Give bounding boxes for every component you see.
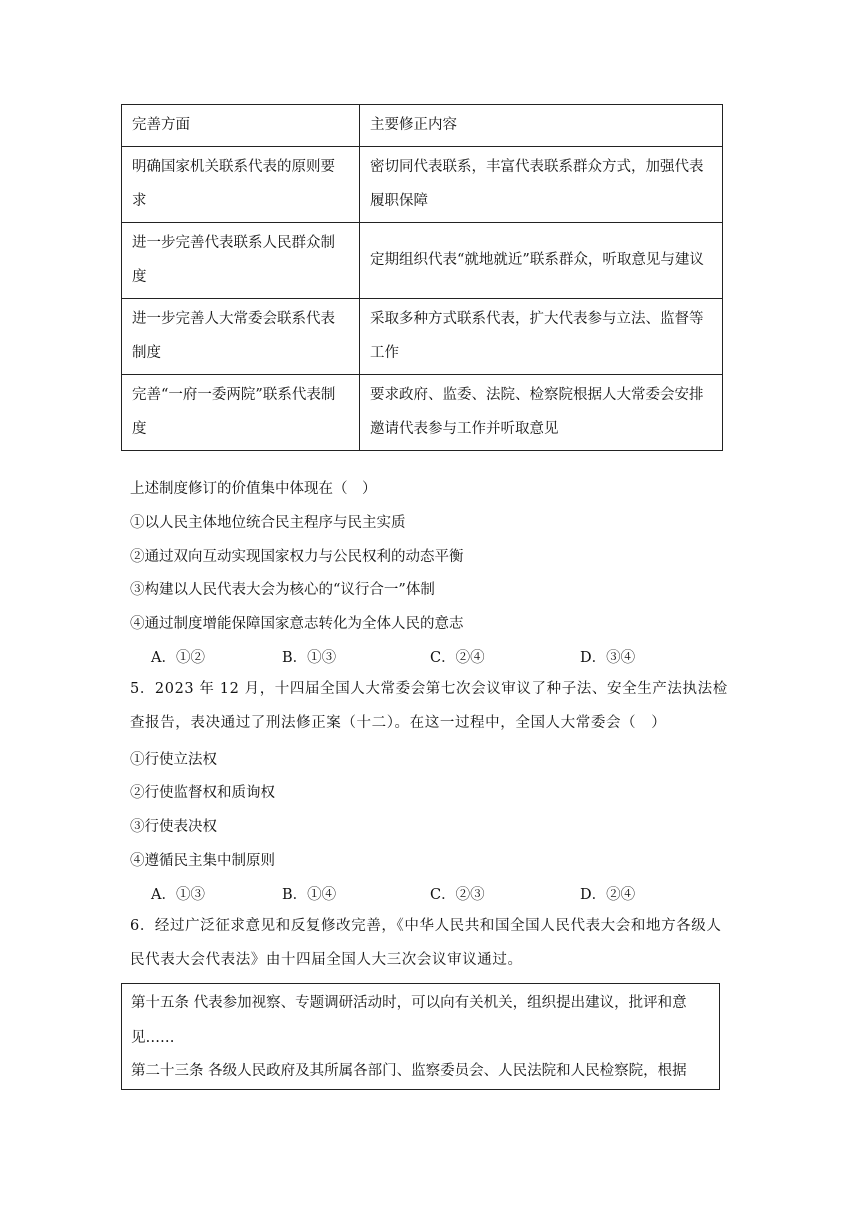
law-excerpt-line: 第二十三条 各级人民政府及其所属各部门、监察委员会、人民法院和人民检察院，根据 [131, 1063, 687, 1079]
question-4-stem: 上述制度修订的价值集中体现在（ ） [130, 481, 377, 497]
question-4-option-b[interactable]: B．①③ [282, 650, 337, 666]
question-4-option-d[interactable]: D．③④ [580, 650, 636, 666]
question-5-item: ①行使立法权 [130, 752, 217, 768]
question-5-item: ④遵循民主集中制原则 [130, 853, 275, 869]
question-6-stem: 6．经过广泛征求意见和反复修改完善，《中华人民共和国全国人民代表大会和地方各级人民代表大会代表法》由十四届全国人大三次会议审议通过。 [130, 918, 722, 968]
law-excerpt-box [121, 983, 720, 1090]
table-cell: 进一步完善人大常委会联系代表制度 [122, 299, 360, 375]
question-4-option-a[interactable]: A．①② [151, 650, 205, 666]
table-row [122, 299, 723, 375]
question-4-option-c[interactable]: C．②④ [430, 650, 485, 666]
table-cell: 要求政府、监委、法院、检察院根据人大常委会安排邀请代表参与工作并听取意见 [360, 375, 723, 451]
law-excerpt-line: 第十五条 代表参加视察、专题调研活动时，可以向有关机关，组织提出建议，批评和意 [131, 995, 687, 1011]
question-5-stem: 5．2023 年 12 月，十四届全国人大常委会第七次会议审议了种子法、安全生产法执法检查报告，表决通过了刑法修正案（十二）。在这一过程中，全国人大常委会（ ） [130, 681, 728, 731]
question-4-item: ③构建以人民代表大会为核心的“议行合一”体制 [130, 582, 435, 598]
table-cell: 完善“一府一委两院”联系代表制度 [122, 375, 360, 451]
table-header-cell: 主要修正内容 [360, 105, 723, 147]
question-5-option-c[interactable]: C．②③ [430, 887, 485, 903]
table-cell: 密切同代表联系，丰富代表联系群众方式，加强代表履职保障 [360, 147, 723, 223]
table-row [122, 223, 723, 299]
table-cell: 明确国家机关联系代表的原则要求 [122, 147, 360, 223]
question-5-option-b[interactable]: B．①④ [282, 887, 337, 903]
question-4-item: ④通过制度增能保障国家意志转化为全体人民的意志 [130, 616, 464, 632]
table-header-row [122, 105, 723, 147]
question-5-item: ②行使监督权和质询权 [130, 785, 275, 801]
table-row [122, 375, 723, 451]
table-cell: 定期组织代表“就地就近”联系群众，听取意见与建议 [360, 223, 723, 299]
question-5-item: ③行使表决权 [130, 819, 217, 835]
table-cell: 采取多种方式联系代表，扩大代表参与立法、监督等工作 [360, 299, 723, 375]
table-cell: 进一步完善代表联系人民群众制度 [122, 223, 360, 299]
question-5-option-a[interactable]: A．①③ [151, 887, 205, 903]
table-row [122, 147, 723, 223]
question-4-item: ①以人民主体地位统合民主程序与民主实质 [130, 515, 406, 531]
law-excerpt-line: 见…… [131, 1030, 175, 1046]
question-4-item: ②通过双向互动实现国家权力与公民权利的动态平衡 [130, 549, 464, 565]
reform-table [121, 104, 723, 451]
question-5-option-d[interactable]: D．②④ [580, 887, 636, 903]
table-header-cell: 完善方面 [122, 105, 360, 147]
